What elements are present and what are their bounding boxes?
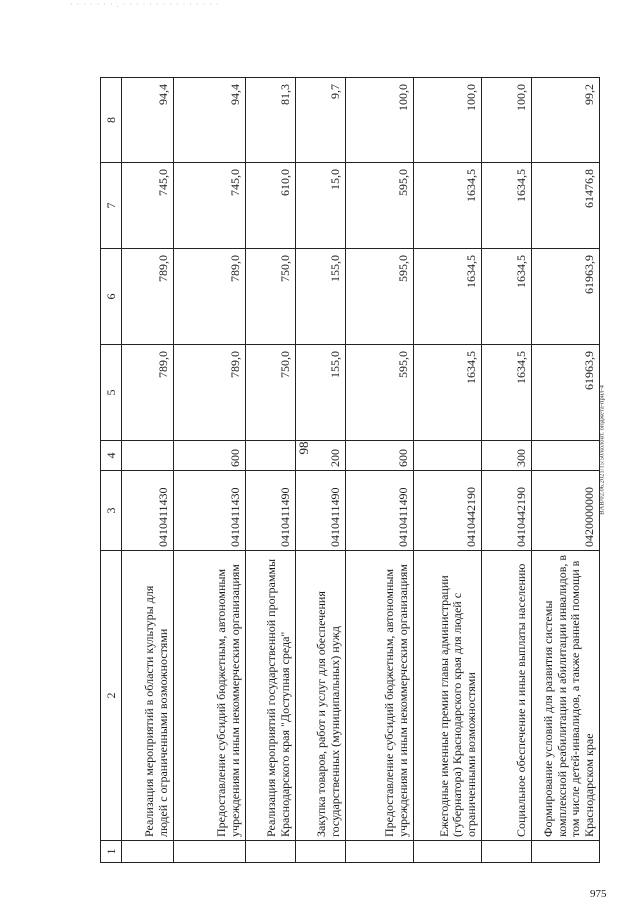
cell-executed: 610,0	[246, 163, 296, 249]
cell-num	[174, 841, 246, 863]
cell-refined: 1634,5	[482, 249, 532, 345]
header-col-4: 4	[101, 441, 122, 471]
header-col-1: 1	[101, 841, 122, 863]
cell-expense-type	[414, 441, 482, 471]
cell-num	[346, 841, 414, 863]
table-row	[346, 78, 414, 863]
cell-approved: 750,0	[246, 345, 296, 441]
cell-refined: 595,0	[346, 249, 414, 345]
page-number: 98	[296, 441, 311, 455]
cell-percent: 94,4	[174, 78, 246, 163]
cell-refined: 61963,9	[532, 249, 600, 345]
header-col-5: 5	[101, 345, 122, 441]
cell-percent: 9,7	[296, 78, 346, 163]
cell-target-code: 0410411490	[246, 471, 296, 551]
cell-approved: 155,0	[296, 345, 346, 441]
cell-percent: 81,3	[246, 78, 296, 163]
cell-description: Ежегодные именные премии главы администрации (губернатора) Краснодарского края для людей с ограниченными возможностями	[414, 551, 482, 841]
footer-stamp: BAB/02.06.2021/15:50/колонт. бюджета-прил-4	[598, 385, 606, 515]
budget-table	[100, 77, 600, 863]
rotated-page	[100, 78, 597, 863]
cell-description: Предоставление субсидий бюджетным, автономным учреждениям и иным некоммерческим организациям	[346, 551, 414, 841]
table-row	[414, 78, 482, 863]
cell-expense-type: 300	[482, 441, 532, 471]
cell-description: Социальное обеспечение и иные выплаты населению	[482, 551, 532, 841]
header-col-8: 8	[101, 78, 122, 163]
cell-approved: 595,0	[346, 345, 414, 441]
scan-artifact: · · · · · · · . · · · · · · · · · · · · · · ·	[70, 0, 220, 9]
table-row	[246, 78, 296, 863]
cell-num	[482, 841, 532, 863]
cell-approved: 789,0	[174, 345, 246, 441]
cell-expense-type	[246, 441, 296, 471]
table-row	[174, 78, 246, 863]
cell-num	[122, 841, 174, 863]
header-col-6: 6	[101, 249, 122, 345]
cell-refined: 789,0	[122, 249, 174, 345]
cell-approved: 1634,5	[482, 345, 532, 441]
cell-num	[246, 841, 296, 863]
cell-target-code: 0410442190	[414, 471, 482, 551]
table-row	[296, 78, 346, 863]
cell-description: Предоставление субсидий бюджетным, автономным учреждениям и иным некоммерческим организациям	[174, 551, 246, 841]
cell-approved: 1634,5	[414, 345, 482, 441]
cell-percent: 94,4	[122, 78, 174, 163]
cell-target-code: 0410411490	[346, 471, 414, 551]
cell-executed: 745,0	[122, 163, 174, 249]
cell-executed: 745,0	[174, 163, 246, 249]
cell-percent: 99,2	[532, 78, 600, 163]
cell-refined: 1634,5	[414, 249, 482, 345]
cell-executed: 1634,5	[414, 163, 482, 249]
header-col-3: 3	[101, 471, 122, 551]
cell-executed: 61476,8	[532, 163, 600, 249]
cell-target-code: 0410411430	[174, 471, 246, 551]
cell-target-code: 0410442190	[482, 471, 532, 551]
cell-refined: 750,0	[246, 249, 296, 345]
cell-target-code: 0410411490	[296, 471, 346, 551]
cell-executed: 1634,5	[482, 163, 532, 249]
cell-num	[414, 841, 482, 863]
cell-percent: 100,0	[346, 78, 414, 163]
cell-expense-type: 600	[346, 441, 414, 471]
cell-expense-type: 600	[174, 441, 246, 471]
cell-expense-type	[122, 441, 174, 471]
cell-expense-type: 200	[296, 441, 346, 471]
cell-num	[296, 841, 346, 863]
cell-target-code: 0410411430	[122, 471, 174, 551]
cell-approved: 789,0	[122, 345, 174, 441]
header-col-7: 7	[101, 163, 122, 249]
cell-percent: 100,0	[482, 78, 532, 163]
table-row	[122, 78, 174, 863]
cell-refined: 155,0	[296, 249, 346, 345]
cell-percent: 100,0	[414, 78, 482, 163]
cell-approved: 61963,9	[532, 345, 600, 441]
cell-description: Формирование условий для развития системы комплексной реабилитации и абилитации инвалидов, в том числе детей-инвалидов, а также ранней помощи в Краснодарском крае	[532, 551, 600, 841]
cell-executed: 595,0	[346, 163, 414, 249]
cell-description: Реализация мероприятий в области культуры для людей с ограниченными возможностями	[122, 551, 174, 841]
cell-description: Закупка товаров, работ и услуг для обеспечения государственных (муниципальных) нужд	[296, 551, 346, 841]
cell-refined: 789,0	[174, 249, 246, 345]
corner-number: 975	[590, 888, 607, 900]
cell-executed: 15,0	[296, 163, 346, 249]
cell-target-code: 0420000000	[532, 471, 600, 551]
table-row	[482, 78, 532, 863]
table-header-row	[101, 78, 122, 863]
cell-description: Реализация мероприятий государственной программы Краснодарского края "Доступная среда"	[246, 551, 296, 841]
footer-holder	[590, 0, 614, 905]
header-col-2: 2	[101, 551, 122, 841]
